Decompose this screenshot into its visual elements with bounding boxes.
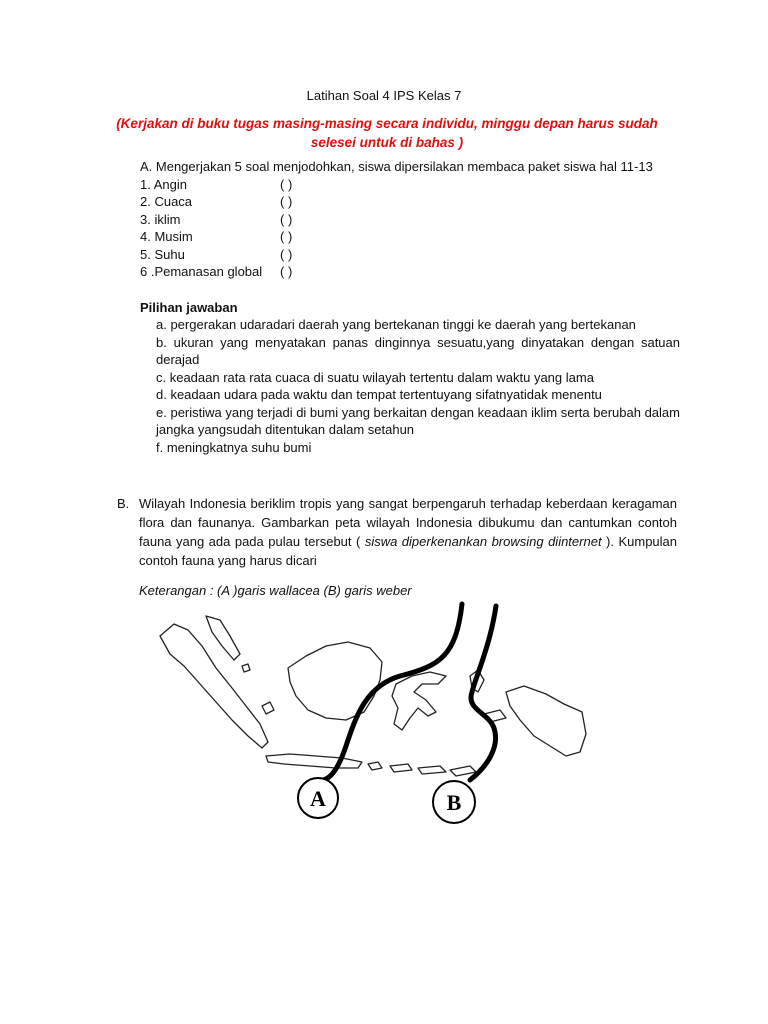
item-label: 5. Suhu: [140, 246, 185, 262]
island-sumatra: [160, 624, 268, 748]
section-b-marker: B.: [117, 496, 130, 511]
item-label: 2. Cuaca: [140, 194, 193, 209]
worksheet-title: Latihan Soal 4 IPS Kelas 7: [306, 88, 462, 103]
instruction-text: (Kerjakan di buku tugas masing-masing secara individu, minggu depan harus sudah selesei untuk di bahas ): [116, 116, 658, 150]
section-b-text: [139, 494, 677, 570]
indonesia-map: [150, 596, 590, 836]
choice-item: c. keadaan rata rata cuaca di suatu wilayah tertentu dalam waktu yang lama: [156, 369, 594, 385]
matching-item: [140, 246, 680, 264]
choice-item: b. ukuran yang menyatakan panas dinginnya sesuatu,yang dinyatakan dengan satuan derajad: [156, 334, 680, 367]
choices-heading: Pilihan jawaban: [140, 299, 238, 315]
answer-blank: ( ): [280, 229, 293, 244]
item-label: 6 .Pemanasan global: [140, 264, 263, 279]
wallace-line: [318, 604, 462, 780]
choice-item: f. meningkatnya suhu bumi: [156, 439, 312, 455]
island-nusa-tenggara: [368, 762, 476, 776]
island-sulawesi: [392, 672, 446, 730]
answer-blank: ( ): [280, 264, 293, 279]
matching-item: [140, 263, 680, 281]
section-b-text-start: Wilayah Indonesia beriklim tropis yang sangat berpengaruh terhadap keberdaan keragaman flora dan faunanya. Gambarkan peta wilayah Indonesia dibukumu dan cantumkan contoh fauna yang ada pada pulau tersebut (: [139, 496, 677, 549]
island-bangka: [262, 702, 274, 714]
section-a-intro: A. Mengerjakan 5 soal menjodohkan, siswa dipersilakan membaca paket siswa hal 11-13: [140, 159, 653, 174]
island-kalimantan: [288, 642, 382, 720]
section-b: [117, 494, 677, 570]
section-b-text-italic: siswa diperkenankan browsing diinternet: [364, 534, 602, 549]
island-riau: [242, 664, 250, 672]
island-papua: [506, 686, 586, 756]
label-b: B: [446, 790, 462, 815]
island-java: [266, 754, 362, 768]
choice-item: e. peristiwa yang terjadi di bumi yang berkaitan dengan keadaan iklim serta berubah dalam jangka yangsudah ditentukan dalam setahun: [156, 404, 680, 437]
choice-item: a. pergerakan udaradari daerah yang bertekanan tinggi ke daerah yang bertekanan: [156, 317, 636, 332]
section-b-text-end: ). Kumpulan contoh fauna yang harus dicari: [139, 534, 678, 568]
label-a: A: [310, 786, 326, 811]
answer-blank: ( ): [280, 176, 293, 192]
matching-item: [140, 228, 680, 246]
matching-item: [140, 211, 680, 229]
landmass-malay-peninsula: [206, 616, 240, 660]
answer-blank: ( ): [280, 194, 293, 209]
item-label: 4. Musim: [140, 229, 193, 244]
weber-line: [470, 606, 496, 780]
item-label: 1. Angin: [140, 176, 187, 192]
section-a: [140, 158, 680, 456]
item-label: 3. iklim: [140, 211, 181, 227]
matching-item: [140, 193, 680, 211]
matching-item: [140, 176, 680, 194]
answer-blank: ( ): [280, 246, 293, 262]
map-legend-note: Keterangan : (A )garis wallacea (B) garis weber: [139, 583, 412, 598]
choice-item: d. keadaan udara pada waktu dan tempat tertentuyang sifatnyatidak menentu: [156, 387, 602, 402]
answer-blank: ( ): [280, 211, 293, 227]
